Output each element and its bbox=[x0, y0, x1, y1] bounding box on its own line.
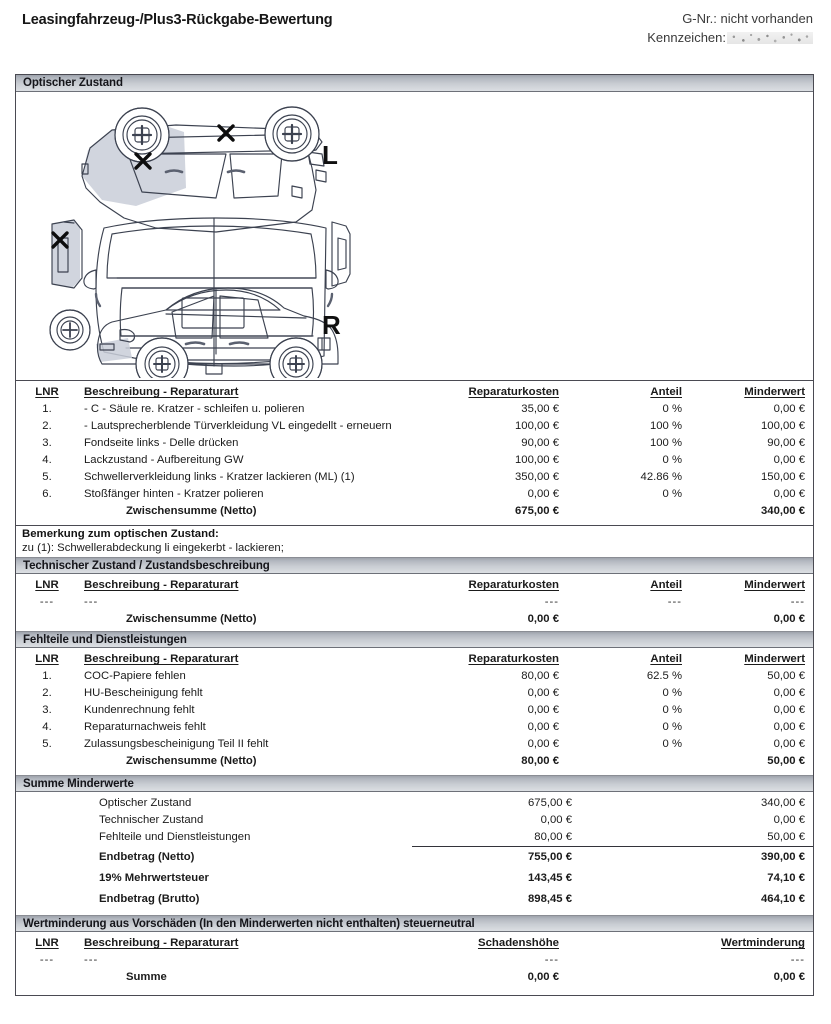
cell-desc: --- bbox=[84, 596, 99, 608]
cell-desc: Schwellerverkleidung links - Kratzer lackieren (ML) (1) bbox=[84, 471, 355, 483]
cell-minderwert: 150,00 € bbox=[761, 471, 805, 483]
col-lnr: LNR bbox=[35, 937, 59, 949]
car-right-side-view bbox=[50, 288, 338, 378]
cell-kosten: 80,00 € bbox=[521, 670, 559, 682]
summary-row bbox=[16, 829, 813, 847]
col-lnr: LNR bbox=[35, 579, 59, 591]
label-right-side: R bbox=[322, 310, 341, 340]
gross-value-minderwert: 464,10 € bbox=[761, 893, 805, 905]
table-row bbox=[16, 952, 813, 969]
remark-title: Bemerkung zum optischen Zustand: bbox=[22, 528, 219, 540]
col-desc: Beschreibung - Reparaturart bbox=[84, 386, 239, 398]
col-anteil: Anteil bbox=[650, 653, 682, 665]
vat-value-kosten: 143,45 € bbox=[528, 872, 572, 884]
cell-anteil: 0 % bbox=[662, 738, 682, 750]
table-row bbox=[16, 401, 813, 418]
cell-lnr: 1. bbox=[42, 403, 52, 415]
cell-kosten: 0,00 € bbox=[527, 721, 559, 733]
cell-desc: Zulassungsbescheinigung Teil II fehlt bbox=[84, 738, 269, 750]
section-header-prior-damage: Wertminderung aus Vorschäden (In den Minderwerten nicht enthalten) steuerneutral bbox=[16, 915, 813, 932]
kennzeichen-label: Kennzeichen: bbox=[647, 30, 726, 45]
col-kosten: Reparaturkosten bbox=[468, 386, 559, 398]
summary-value-minderwert: 0,00 € bbox=[773, 814, 805, 826]
col-kosten: Reparaturkosten bbox=[468, 579, 559, 591]
subtotal-kosten: 0,00 € bbox=[527, 613, 559, 625]
missing-parts-table-wrap bbox=[16, 648, 813, 775]
subtotal-row bbox=[16, 753, 813, 770]
cell-minderwert: 90,00 € bbox=[767, 437, 805, 449]
subtotal-label: Zwischensumme (Netto) bbox=[126, 755, 257, 767]
cell-minderwert: --- bbox=[790, 596, 805, 608]
summary-vat-row bbox=[16, 868, 813, 889]
label-left-side: L bbox=[322, 140, 338, 170]
gnr-label: G-Nr.: bbox=[682, 11, 717, 26]
cell-anteil: 0 % bbox=[662, 704, 682, 716]
cell-kosten: 0,00 € bbox=[527, 687, 559, 699]
cell-desc: - Lautsprecherblende Türverkleidung VL eingedellt - erneuern bbox=[84, 420, 392, 432]
cell-anteil: 0 % bbox=[662, 687, 682, 699]
technical-table-wrap bbox=[16, 574, 813, 631]
section-header-summary: Summe Minderwerte bbox=[16, 775, 813, 792]
cell-wertminderung: --- bbox=[790, 954, 805, 966]
section-header-technical: Technischer Zustand / Zustandsbeschreibung bbox=[16, 557, 813, 574]
wheel-front-left bbox=[115, 108, 169, 162]
table-header-row bbox=[16, 651, 813, 668]
subtotal-minderwert: 50,00 € bbox=[767, 755, 805, 767]
cell-desc: Reparaturnachweis fehlt bbox=[84, 721, 206, 733]
subtotal-label: Zwischensumme (Netto) bbox=[126, 505, 257, 517]
cell-desc: Kundenrechnung fehlt bbox=[84, 704, 195, 716]
cell-lnr: 6. bbox=[42, 488, 52, 500]
summary-table-wrap bbox=[16, 792, 813, 915]
table-row bbox=[16, 685, 813, 702]
cell-anteil: 42.86 % bbox=[640, 471, 682, 483]
table-row bbox=[16, 452, 813, 469]
vat-value-minderwert: 74,10 € bbox=[767, 872, 805, 884]
car-left-side-view bbox=[82, 107, 326, 232]
subtotal-kosten: 80,00 € bbox=[521, 755, 559, 767]
cell-desc: Fondseite links - Delle drücken bbox=[84, 437, 239, 449]
cell-desc: Lackzustand - Aufbereitung GW bbox=[84, 454, 244, 466]
col-kosten: Reparaturkosten bbox=[468, 653, 559, 665]
wheel-spare bbox=[50, 310, 90, 350]
remark-text: zu (1): Schwellerabdeckung li eingekerbt - lackieren; bbox=[22, 542, 284, 554]
col-lnr: LNR bbox=[35, 386, 59, 398]
cell-anteil: 0 % bbox=[662, 403, 682, 415]
summary-row bbox=[16, 812, 813, 829]
cell-lnr: --- bbox=[39, 596, 55, 608]
subtotal-minderwert: 0,00 € bbox=[773, 613, 805, 625]
summary-value-minderwert: 50,00 € bbox=[767, 831, 805, 843]
optical-remark-block bbox=[16, 525, 813, 557]
table-row bbox=[16, 469, 813, 486]
cell-minderwert: 0,00 € bbox=[773, 687, 805, 699]
wheel-front-right bbox=[136, 338, 188, 378]
cell-anteil: 0 % bbox=[662, 488, 682, 500]
summary-value-kosten: 675,00 € bbox=[528, 797, 572, 809]
col-desc: Beschreibung - Reparaturart bbox=[84, 579, 239, 591]
sum-row bbox=[16, 969, 813, 986]
col-lnr: LNR bbox=[35, 653, 59, 665]
cell-kosten: 90,00 € bbox=[521, 437, 559, 449]
cell-lnr: 5. bbox=[42, 738, 52, 750]
subtotal-row bbox=[16, 503, 813, 520]
col-wertminderung: Wertminderung bbox=[721, 937, 805, 949]
table-row bbox=[16, 736, 813, 753]
cell-lnr: 2. bbox=[42, 420, 52, 432]
cell-desc: COC-Papiere fehlen bbox=[84, 670, 186, 682]
summary-value-kosten: 0,00 € bbox=[540, 814, 572, 826]
cell-lnr: --- bbox=[39, 954, 55, 966]
cell-lnr: 5. bbox=[42, 471, 52, 483]
section-header-optical: Optischer Zustand bbox=[16, 75, 813, 92]
cell-anteil: 0 % bbox=[662, 721, 682, 733]
cell-kosten: 100,00 € bbox=[515, 420, 559, 432]
header-meta bbox=[647, 9, 813, 47]
table-row bbox=[16, 418, 813, 435]
net-value-kosten: 755,00 € bbox=[412, 847, 585, 869]
table-row bbox=[16, 668, 813, 685]
cell-desc: - C - Säule re. Kratzer - schleifen u. polieren bbox=[84, 403, 305, 415]
cell-lnr: 4. bbox=[42, 721, 52, 733]
vehicle-diagram-svg bbox=[16, 92, 812, 378]
table-header-row bbox=[16, 577, 813, 594]
cell-lnr: 2. bbox=[42, 687, 52, 699]
col-desc: Beschreibung - Reparaturart bbox=[84, 653, 239, 665]
summary-label: Optischer Zustand bbox=[99, 797, 192, 809]
col-schadenshoehe: Schadenshöhe bbox=[477, 937, 559, 949]
gross-label: Endbetrag (Brutto) bbox=[99, 893, 200, 905]
cell-kosten: 35,00 € bbox=[521, 403, 559, 415]
cell-lnr: 3. bbox=[42, 437, 52, 449]
subtotal-minderwert: 340,00 € bbox=[761, 505, 805, 517]
vat-label: 19% Mehrwertsteuer bbox=[99, 872, 209, 884]
cell-kosten: --- bbox=[544, 596, 559, 608]
cell-anteil: 100 % bbox=[649, 420, 682, 432]
prior-damage-table-wrap bbox=[16, 932, 813, 989]
summary-label: Fehlteile und Dienstleistungen bbox=[99, 831, 251, 844]
table-row bbox=[16, 435, 813, 452]
sum-label: Summe bbox=[126, 971, 167, 983]
vehicle-damage-diagram bbox=[16, 92, 813, 381]
wheel-rear-right bbox=[270, 338, 322, 378]
cell-lnr: 1. bbox=[42, 670, 52, 682]
cell-minderwert: 0,00 € bbox=[773, 704, 805, 716]
summary-net-row bbox=[16, 847, 813, 869]
summary-label: Technischer Zustand bbox=[99, 814, 204, 826]
cell-minderwert: 0,00 € bbox=[773, 403, 805, 415]
table-row bbox=[16, 719, 813, 736]
summary-row bbox=[16, 795, 813, 812]
col-anteil: Anteil bbox=[650, 386, 682, 398]
cell-minderwert: 50,00 € bbox=[767, 670, 805, 682]
frame-bottom-padding bbox=[16, 989, 813, 995]
optical-condition-table bbox=[16, 384, 813, 520]
cell-kosten: 0,00 € bbox=[527, 488, 559, 500]
summary-table bbox=[16, 795, 813, 910]
kennzeichen-redacted-value bbox=[727, 32, 813, 44]
sum-wertminderung: 0,00 € bbox=[773, 971, 805, 983]
page-title: Leasingfahrzeug-/Plus3-Rückgabe-Bewertung bbox=[22, 12, 333, 28]
kennzeichen-line bbox=[647, 28, 813, 47]
col-desc: Beschreibung - Reparaturart bbox=[84, 937, 239, 949]
cell-desc: --- bbox=[84, 954, 99, 966]
cell-anteil: --- bbox=[667, 596, 682, 608]
cell-minderwert: 0,00 € bbox=[773, 721, 805, 733]
damage-marker-x-roof bbox=[219, 126, 233, 140]
table-row bbox=[16, 486, 813, 503]
summary-gross-row bbox=[16, 889, 813, 910]
col-minderwert: Minderwert bbox=[744, 579, 805, 591]
section-header-missing-parts: Fehlteile und Dienstleistungen bbox=[16, 631, 813, 648]
cell-kosten: 350,00 € bbox=[515, 471, 559, 483]
cell-anteil: 0 % bbox=[662, 454, 682, 466]
cell-minderwert: 0,00 € bbox=[773, 454, 805, 466]
gnr-line bbox=[647, 9, 813, 28]
col-minderwert: Minderwert bbox=[744, 386, 805, 398]
report-frame bbox=[15, 74, 814, 996]
document-header bbox=[0, 0, 831, 62]
cell-minderwert: 0,00 € bbox=[773, 488, 805, 500]
col-minderwert: Minderwert bbox=[744, 653, 805, 665]
table-header-row bbox=[16, 384, 813, 401]
cell-anteil: 100 % bbox=[649, 437, 682, 449]
cell-kosten: 0,00 € bbox=[527, 738, 559, 750]
summary-value-minderwert: 340,00 € bbox=[761, 797, 805, 809]
table-row bbox=[16, 702, 813, 719]
technical-condition-table bbox=[16, 577, 813, 628]
cell-kosten: 100,00 € bbox=[515, 454, 559, 466]
cell-lnr: 3. bbox=[42, 704, 52, 716]
cell-lnr: 4. bbox=[42, 454, 52, 466]
gnr-value: nicht vorhanden bbox=[720, 11, 813, 26]
sum-schadenshoehe: 0,00 € bbox=[527, 971, 559, 983]
table-header-row bbox=[16, 935, 813, 952]
net-label: Endbetrag (Netto) bbox=[99, 850, 195, 863]
summary-value-kosten: 80,00 € bbox=[534, 831, 572, 843]
cell-desc: HU-Bescheinigung fehlt bbox=[84, 687, 203, 699]
subtotal-label: Zwischensumme (Netto) bbox=[126, 613, 257, 625]
cell-schadenshoehe: --- bbox=[544, 954, 559, 966]
col-anteil: Anteil bbox=[650, 579, 682, 591]
net-value-minderwert: 390,00 € bbox=[695, 847, 813, 869]
gross-value-kosten: 898,45 € bbox=[528, 893, 572, 905]
optical-condition-table-wrap bbox=[16, 381, 813, 525]
subtotal-kosten: 675,00 € bbox=[515, 505, 559, 517]
cell-minderwert: 100,00 € bbox=[761, 420, 805, 432]
wheel-rear-left bbox=[265, 107, 319, 161]
subtotal-row bbox=[16, 611, 813, 628]
prior-damage-table bbox=[16, 935, 813, 986]
cell-minderwert: 0,00 € bbox=[773, 738, 805, 750]
cell-anteil: 62.5 % bbox=[646, 670, 682, 682]
cell-kosten: 0,00 € bbox=[527, 704, 559, 716]
cell-desc: Stoßfänger hinten - Kratzer polieren bbox=[84, 488, 264, 500]
table-row bbox=[16, 594, 813, 611]
missing-parts-table bbox=[16, 651, 813, 770]
